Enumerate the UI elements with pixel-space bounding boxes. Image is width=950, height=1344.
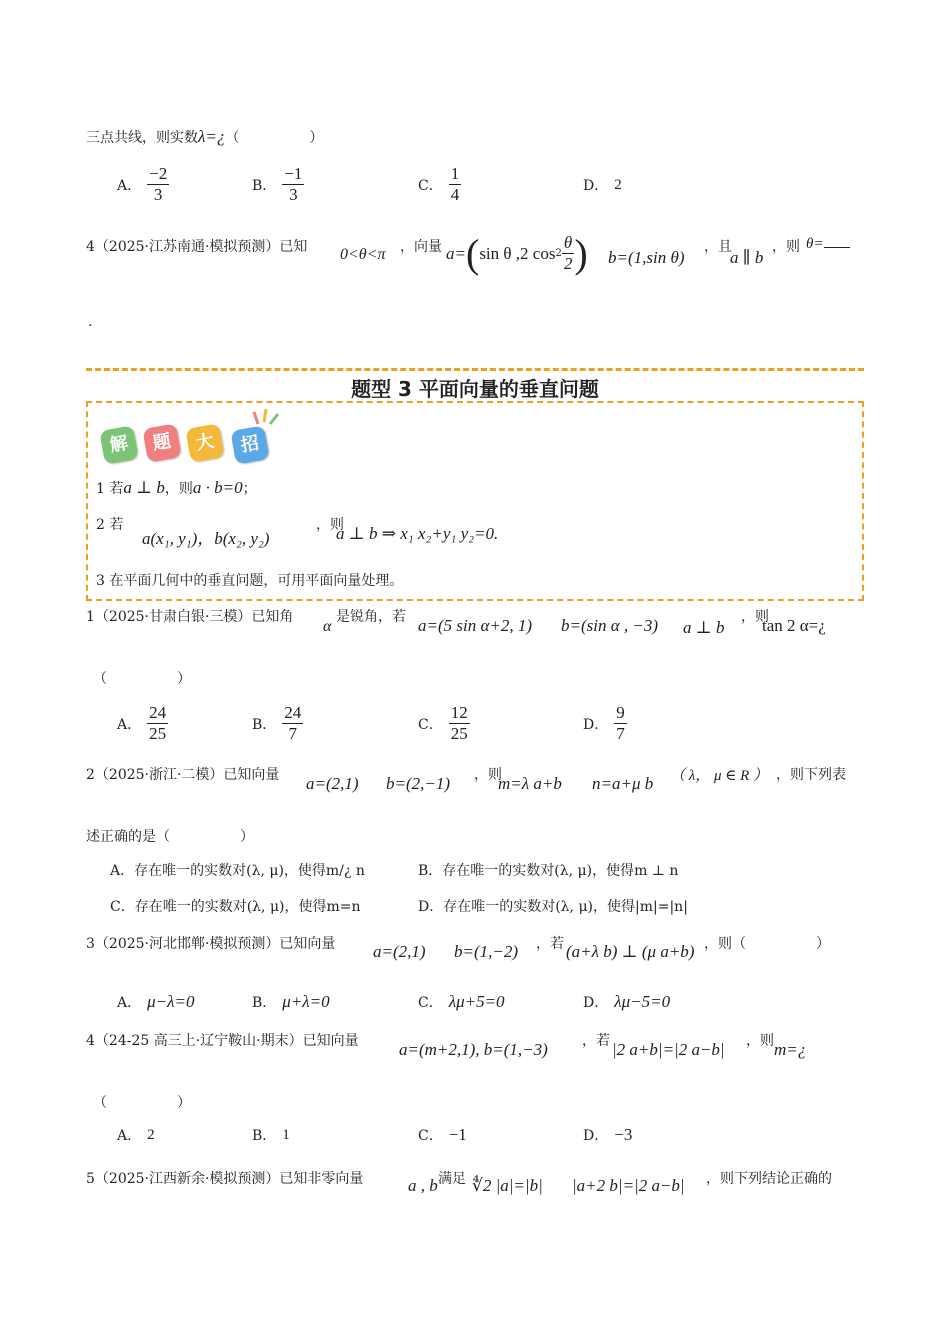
sparkle-icon [252, 406, 280, 428]
q3-option-c[interactable]: C． $\frac{1}{4}$ [418, 164, 460, 204]
q4-and: ，且 [704, 239, 732, 255]
q4-condition: 0<θ<π [340, 246, 386, 263]
q2-vector-n: n=a+μ b [592, 774, 654, 793]
q4b-ask: m=¿ [774, 1040, 807, 1059]
q4-end: . [88, 314, 93, 330]
q5-condition-2: |a+2 b|=|2 a−b| [572, 1176, 685, 1195]
q5-condition-1: ∜2 |a|=|b| [472, 1176, 543, 1195]
q4-parallel: a ∥ b [730, 248, 764, 267]
q1-ask: tan 2 α=¿ [762, 616, 826, 635]
q4b-option-b[interactable]: B． 1 [252, 1126, 290, 1144]
q2-option-b[interactable]: B．存在唯一的实数对(λ, μ)，使得m ⊥ n [418, 863, 679, 879]
q3-option-b[interactable]: B． μ+λ=0 [252, 992, 330, 1011]
q4b-vectors: a=(m+2,1), b=(1,−3) [399, 1040, 548, 1059]
q4b-option-a[interactable]: A． 2 [117, 1126, 155, 1144]
q2-line2: 述正确的是（ ） [86, 829, 254, 845]
q4b-option-d[interactable]: D． −3 [583, 1125, 633, 1144]
q5-mid: 满足 [438, 1171, 466, 1187]
q4-vector-a: a= ( sin θ ,2 cos 2 $\frac{\theta}{2}$ ) [446, 231, 588, 276]
q3-option-d[interactable]: D． 2 [583, 176, 622, 194]
badge-da-icon: 大 [185, 423, 224, 462]
q3-vector-a: a=(2,1) [373, 942, 426, 961]
answer-blank [824, 247, 850, 248]
q4-theta: θ= [806, 236, 850, 253]
tip-3: 3 在平面几何中的垂直问题，可用平面向量处理。 [96, 573, 404, 589]
badge-zhao-icon: 招 [230, 425, 269, 464]
q3-tail-text: 三点共线，则实数 [86, 130, 198, 146]
q3-prefix: 3（2025·河北邯郸·模拟预测）已知向量 [86, 936, 336, 952]
tip-2-math2: a ⊥ b ⇒ x₁ x₂+y₁ y₂=0. [336, 524, 499, 543]
q4b-prefix: 4（24-25 高三上·辽宁鞍山·期末）已知向量 [86, 1033, 359, 1049]
q1-perp: a ⊥ b [683, 618, 725, 637]
fraction: $\frac{9}{7}$ [616, 703, 625, 743]
q4b-if: ，若 [582, 1033, 610, 1049]
q3-option-a[interactable]: A． μ−λ=0 [117, 992, 195, 1011]
tip-2-prefix: 2 若 [96, 517, 124, 533]
tip-2-then: ，则 [316, 517, 344, 533]
q3-option-b[interactable]: B． $\frac{-1}{3}$ [252, 164, 303, 204]
fraction: $\frac{-1}{3}$ [284, 164, 303, 204]
q3-paren: （ ） [225, 130, 324, 146]
q2-option-a[interactable]: A．存在唯一的实数对(λ, μ)，使得m/¿ n [110, 863, 365, 879]
fraction: $\frac{-2}{3}$ [149, 164, 168, 204]
q2-prefix: 2（2025·浙江·二模）已知向量 [86, 767, 280, 783]
q2-option-c[interactable]: C．存在唯一的实数对(λ, μ)，使得m=n [110, 899, 361, 915]
q1-vector-b: b=(sin α , −3) [561, 616, 659, 635]
q4b-option-c[interactable]: C． −1 [418, 1125, 467, 1144]
q2-then: ，则 [474, 767, 502, 783]
q2-vector-b: b=(2,−1) [386, 774, 451, 793]
q3-lambda: λ=¿ [198, 127, 226, 146]
q3-option-d[interactable]: D． λμ−5=0 [583, 992, 671, 1011]
q3-option-c[interactable]: C． λμ+5=0 [418, 992, 505, 1011]
q1-option-c[interactable]: C． $\frac{12}{25}$ [418, 703, 468, 743]
q4b-condition: |2 a+b|=|2 a−b| [612, 1040, 725, 1059]
q5-prefix: 5（2025·江西新余·模拟预测）已知非零向量 [86, 1171, 364, 1187]
q3-tail-line [86, 127, 323, 147]
fraction: $\frac{\theta}{2}$ [563, 233, 573, 273]
q4-vector-b: b=(1,sin θ) [608, 248, 685, 267]
q5-vectors: a , b [408, 1176, 438, 1195]
q1-prefix: 1（2025·甘肃白银·三模）已知角 [86, 609, 294, 625]
q2-vector-m: m=λ a+b [498, 774, 562, 793]
tip-2-math: a(x₁, y₁)，b(x₂, y₂) [142, 529, 270, 548]
fraction: $\frac{24}{7}$ [284, 703, 302, 743]
q2-condition: （ λ， μ ∈ R ） [670, 768, 769, 784]
q3-condition: (a+λ b) ⊥ (μ a+b) [566, 942, 695, 961]
q1-then: ，则 [741, 609, 769, 625]
q1-mid: 是锐角，若 [336, 609, 406, 625]
q1-vector-a: a=(5 sin α+2, 1) [418, 616, 533, 635]
q1-paren: （ ） [93, 671, 191, 687]
q1-option-b[interactable]: B． $\frac{24}{7}$ [252, 703, 302, 743]
section-divider [86, 368, 864, 371]
q1-option-a[interactable]: A． $\frac{24}{25}$ [117, 703, 167, 743]
q3-if: ，若 [536, 936, 564, 952]
q3-then: ，则（ ） [704, 936, 830, 952]
q5-tail: ，则下列结论正确的 [706, 1171, 832, 1187]
q4b-then: ，则 [746, 1033, 774, 1049]
q4-then: ，则 [772, 239, 800, 255]
section-title: 题型 3 平面向量的垂直问题 [351, 377, 599, 401]
q1-option-d[interactable]: D． $\frac{9}{7}$ [583, 703, 625, 743]
badge-jie-icon: 解 [99, 425, 138, 464]
q4b-paren: （ ） [93, 1095, 191, 1111]
tip-1: 1 若a ⊥ b，则a · b=0； [96, 478, 257, 497]
q4-vec-label: ，向量 [400, 239, 442, 255]
fraction: $\frac{12}{25}$ [450, 703, 468, 743]
q3-vector-b: b=(1,−2) [454, 942, 519, 961]
q2-option-d[interactable]: D．存在唯一的实数对(λ, μ)，使得|m|=|n| [418, 899, 688, 915]
fraction: $\frac{24}{25}$ [149, 703, 167, 743]
q3-option-a[interactable]: A． $\frac{-2}{3}$ [117, 164, 168, 204]
fraction: $\frac{1}{4}$ [450, 164, 460, 204]
q1-alpha: α [323, 618, 332, 635]
q2-vector-a: a=(2,1) [306, 774, 359, 793]
badge-ti-icon: 题 [142, 423, 181, 462]
q4-prefix: 4（2025·江苏南通·模拟预测）已知 [86, 239, 308, 255]
q2-tail: ，则下列表 [776, 767, 846, 783]
